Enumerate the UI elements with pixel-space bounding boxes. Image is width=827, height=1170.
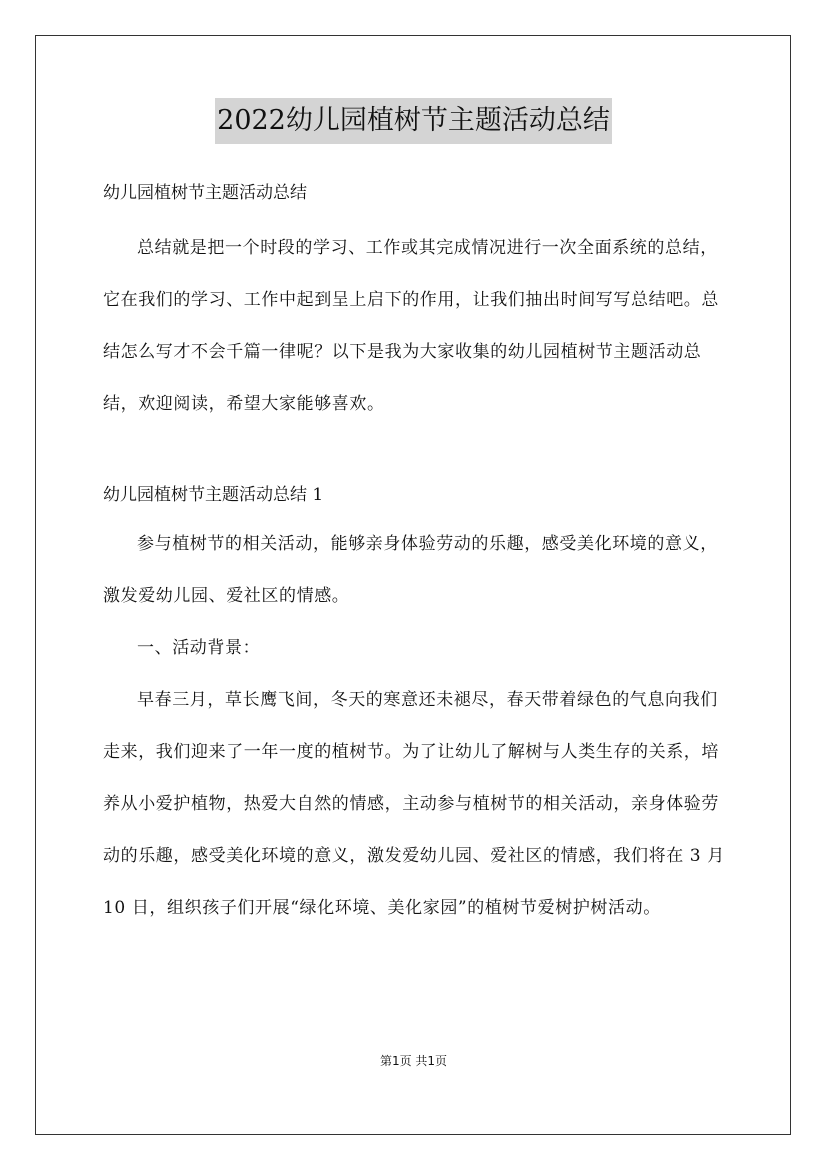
section-paragraph-2: 早春三月，草长鹰飞间，冬天的寒意还未褪尽，春天带着绿色的气息向我们走来，我们迎来了一年一度的植树节。为了让幼儿了解树与人类生存的关系，培养从小爱护植物，热爱大自然的情感，主动参与植树节的相关活动，亲身体验劳动的乐趣，感受美化环境的意义，激发爱幼儿园、爱社区的情感，我们将在 3 月 10 日，组织孩子们开展“绿化环境、美化家园”的植树节爱树护树活动。 (103, 690, 725, 918)
section-subheading: 一、活动背景： (137, 638, 261, 658)
document-body (103, 170, 733, 934)
title-container (0, 98, 827, 144)
intro-paragraph: 总结就是把一个时段的学习、工作或其完成情况进行一次全面系统的总结，它在我们的学习、工作中起到呈上启下的作用，让我们抽出时间写写总结吧。总结怎么写才不会千篇一律呢？以下是我为大家收集的幼儿园植树节主题活动总结，欢迎阅读，希望大家能够喜欢。 (103, 238, 719, 414)
section-spacer (103, 430, 733, 472)
section-paragraph-1: 参与植树节的相关活动，能够亲身体验劳动的乐趣，感受美化环境的意义，激发爱幼儿园、爱社区的情感。 (103, 534, 718, 606)
page-footer: 第1页 共1页 (379, 1054, 448, 1068)
section-heading: 幼儿园植树节主题活动总结 1 (103, 485, 324, 505)
document-title: 2022幼儿园植树节主题活动总结 (215, 98, 612, 144)
main-heading: 幼儿园植树节主题活动总结 (103, 183, 307, 203)
